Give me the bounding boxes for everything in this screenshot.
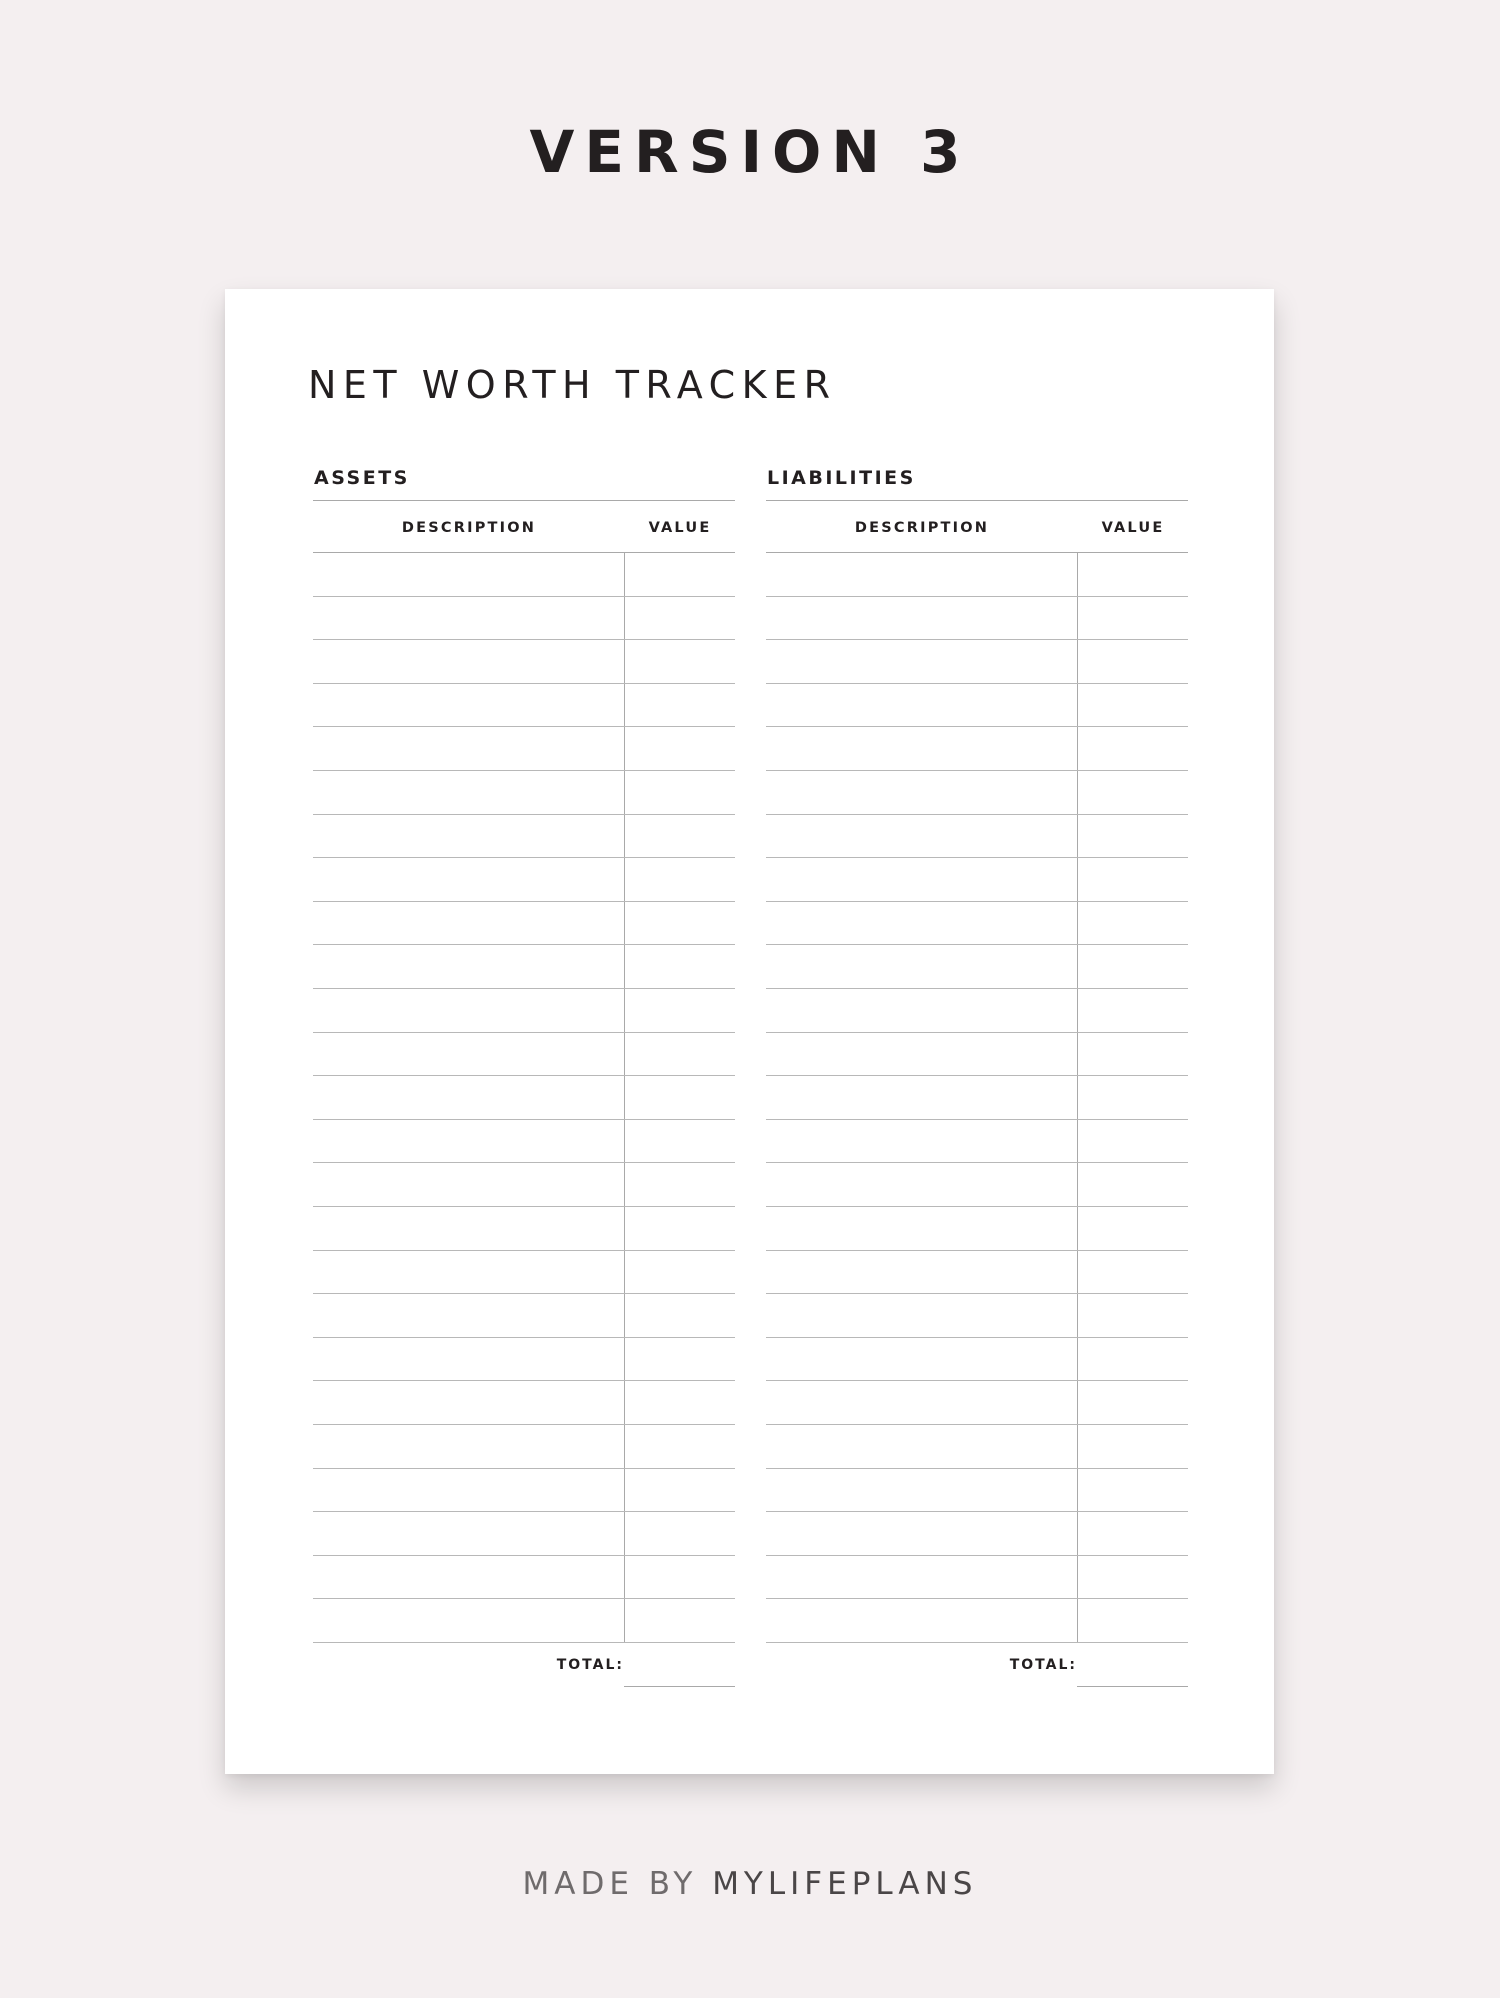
table-row-line <box>313 814 735 815</box>
table-row-line <box>766 901 1188 902</box>
table-row-line <box>766 1468 1188 1469</box>
table-row-line <box>766 1162 1188 1163</box>
table-row-line <box>313 1468 735 1469</box>
assets-column-divider <box>624 553 625 1643</box>
assets-total-label: TOTAL: <box>556 1657 624 1673</box>
table-row-line <box>766 1598 1188 1599</box>
table-row-line <box>313 1555 735 1556</box>
table-row-line <box>766 770 1188 771</box>
table-row-line <box>313 1424 735 1425</box>
liabilities-total-field[interactable] <box>1077 1686 1188 1687</box>
table-row-line <box>313 683 735 684</box>
table-row-line <box>766 944 1188 945</box>
table-row-line <box>766 1337 1188 1338</box>
made-by-text: MADE BY <box>522 1866 698 1902</box>
table-row-line <box>313 1250 735 1251</box>
table-row-line <box>313 726 735 727</box>
table-row-line <box>313 988 735 989</box>
assets-title: ASSETS <box>314 467 410 489</box>
table-row-line <box>313 1293 735 1294</box>
table-row-line <box>766 1424 1188 1425</box>
table-row-line <box>313 1032 735 1033</box>
liabilities-description-header: DESCRIPTION <box>854 520 990 536</box>
table-row-line <box>313 857 735 858</box>
liabilities-header-rule <box>766 552 1188 553</box>
table-row-line <box>766 1075 1188 1076</box>
brand-name: MYLIFEPLANS <box>712 1866 978 1902</box>
table-row-line <box>313 639 735 640</box>
sheet-title: NET WORTH TRACKER <box>308 363 837 407</box>
liabilities-value-header: VALUE <box>1101 520 1165 536</box>
liabilities-total-label: TOTAL: <box>1009 1657 1077 1673</box>
table-row-line <box>766 596 1188 597</box>
assets-total-field[interactable] <box>624 1686 735 1687</box>
liabilities-title-rule <box>766 500 1188 501</box>
table-row-line <box>313 1162 735 1163</box>
table-row-line <box>313 1206 735 1207</box>
assets-title-rule <box>313 500 735 501</box>
table-row-line <box>313 596 735 597</box>
table-row-line <box>766 1642 1188 1643</box>
table-row-line <box>766 814 1188 815</box>
table-row-line <box>766 857 1188 858</box>
table-row-line <box>313 770 735 771</box>
table-row-line <box>313 1119 735 1120</box>
table-row-line <box>766 1206 1188 1207</box>
assets-value-header: VALUE <box>648 520 712 536</box>
table-row-line <box>313 1598 735 1599</box>
assets-description-header: DESCRIPTION <box>401 520 537 536</box>
table-row-line <box>313 1380 735 1381</box>
planner-sheet <box>225 289 1274 1774</box>
table-row-line <box>766 639 1188 640</box>
table-row-line <box>766 1250 1188 1251</box>
table-row-line <box>766 1555 1188 1556</box>
table-row-line <box>313 1337 735 1338</box>
table-row-line <box>313 1642 735 1643</box>
liabilities-section <box>766 465 1188 1673</box>
table-row-line <box>766 1032 1188 1033</box>
assets-section <box>313 465 735 1673</box>
version-heading: VERSION 3 <box>529 118 971 186</box>
table-row-line <box>766 1380 1188 1381</box>
table-row-line <box>766 988 1188 989</box>
table-row-line <box>313 1511 735 1512</box>
table-row-line <box>766 1511 1188 1512</box>
liabilities-title: LIABILITIES <box>767 467 916 489</box>
footer-credit <box>0 1866 1500 1902</box>
table-row-line <box>313 944 735 945</box>
liabilities-column-divider <box>1077 553 1078 1643</box>
table-row-line <box>766 1293 1188 1294</box>
table-row-line <box>766 726 1188 727</box>
assets-header-rule <box>313 552 735 553</box>
table-row-line <box>313 1075 735 1076</box>
table-row-line <box>766 1119 1188 1120</box>
table-row-line <box>313 901 735 902</box>
table-row-line <box>766 683 1188 684</box>
